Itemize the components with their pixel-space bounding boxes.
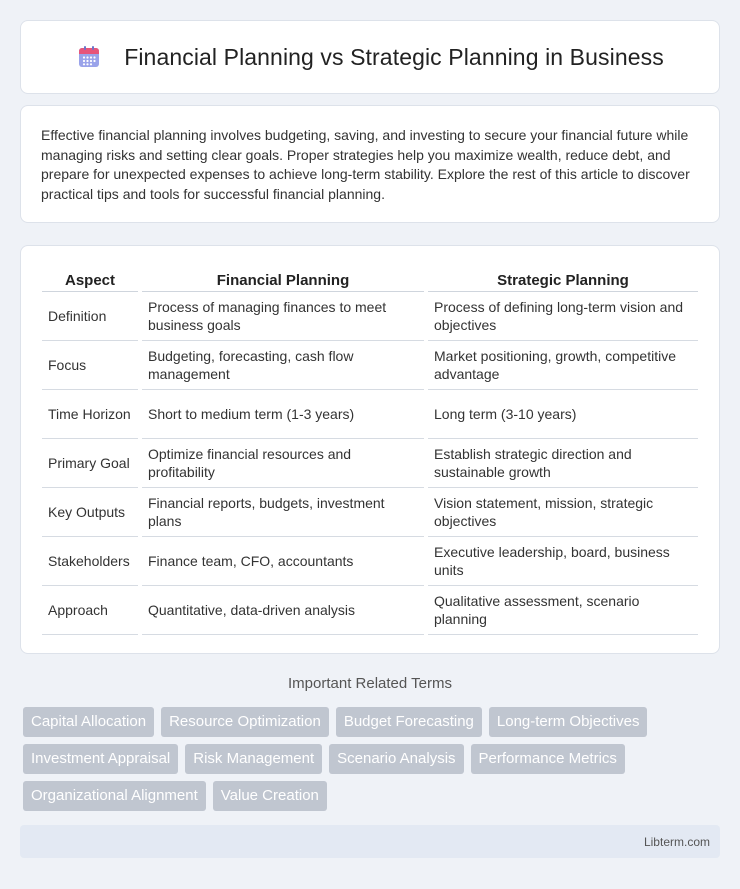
cell-strategic: Executive leadership, board, business units — [428, 537, 698, 586]
column-header-aspect: Aspect — [42, 264, 138, 292]
cell-financial: Financial reports, budgets, investment plans — [142, 488, 424, 537]
footer — [20, 825, 720, 858]
cell-financial: Budgeting, forecasting, cash flow management — [142, 341, 424, 390]
page-title: Financial Planning vs Strategic Planning in Business — [124, 43, 664, 70]
cell-aspect: Stakeholders — [42, 537, 138, 586]
cell-aspect: Approach — [42, 586, 138, 635]
intro-text: Effective financial planning involves budgeting, saving, and investing to secure your financial future while managing risks and setting clear goals. Proper strategies help you maximize wealth, reduce debt, and prepare for unexpected expenses to achieve long-term stability. Explore the rest of this article to discover practical tips and tools for successful financial planning. — [41, 127, 690, 202]
table-row — [42, 439, 698, 488]
cell-aspect: Key Outputs — [42, 488, 138, 537]
term-tag[interactable]: Long-term Objectives — [489, 707, 648, 737]
cell-financial: Process of managing finances to meet business goals — [142, 292, 424, 341]
cell-aspect: Definition — [42, 292, 138, 341]
table-row — [42, 537, 698, 586]
cell-financial: Short to medium term (1-3 years) — [142, 390, 424, 439]
cell-strategic: Qualitative assessment, scenario planning — [428, 586, 698, 635]
term-tag[interactable]: Budget Forecasting — [336, 707, 482, 737]
term-tag[interactable]: Risk Management — [185, 744, 322, 774]
term-tag[interactable]: Organizational Alignment — [23, 781, 206, 811]
term-tag[interactable]: Performance Metrics — [471, 744, 625, 774]
cell-strategic: Market positioning, growth, competitive advantage — [428, 341, 698, 390]
term-tag[interactable]: Capital Allocation — [23, 707, 154, 737]
table-row — [42, 341, 698, 390]
calendar-icon — [76, 44, 102, 70]
header-card — [20, 20, 720, 94]
table-row — [42, 390, 698, 439]
term-tag[interactable]: Resource Optimization — [161, 707, 329, 737]
cell-financial: Finance team, CFO, accountants — [142, 537, 424, 586]
table-row — [42, 292, 698, 341]
cell-strategic: Process of defining long-term vision and objectives — [428, 292, 698, 341]
cell-aspect: Focus — [42, 341, 138, 390]
term-tag[interactable]: Value Creation — [213, 781, 327, 811]
cell-financial: Quantitative, data-driven analysis — [142, 586, 424, 635]
comparison-table-card — [20, 245, 720, 654]
cell-aspect: Time Horizon — [42, 390, 138, 439]
intro-card — [20, 105, 720, 223]
column-header-financial: Financial Planning — [142, 264, 424, 292]
table-header-row — [42, 264, 698, 292]
table-row — [42, 488, 698, 537]
term-tag[interactable]: Scenario Analysis — [329, 744, 463, 774]
term-tag[interactable]: Investment Appraisal — [23, 744, 178, 774]
related-terms-title: Important Related Terms — [288, 675, 452, 692]
cell-financial: Optimize financial resources and profitability — [142, 439, 424, 488]
cell-strategic: Establish strategic direction and sustainable growth — [428, 439, 698, 488]
cell-strategic: Long term (3-10 years) — [428, 390, 698, 439]
cell-strategic: Vision statement, mission, strategic objectives — [428, 488, 698, 537]
table-row — [42, 586, 698, 635]
column-header-strategic: Strategic Planning — [428, 264, 698, 292]
related-terms-list — [23, 707, 703, 811]
comparison-table — [38, 264, 702, 635]
cell-aspect: Primary Goal — [42, 439, 138, 488]
footer-site-link[interactable]: Libterm.com — [643, 835, 710, 849]
